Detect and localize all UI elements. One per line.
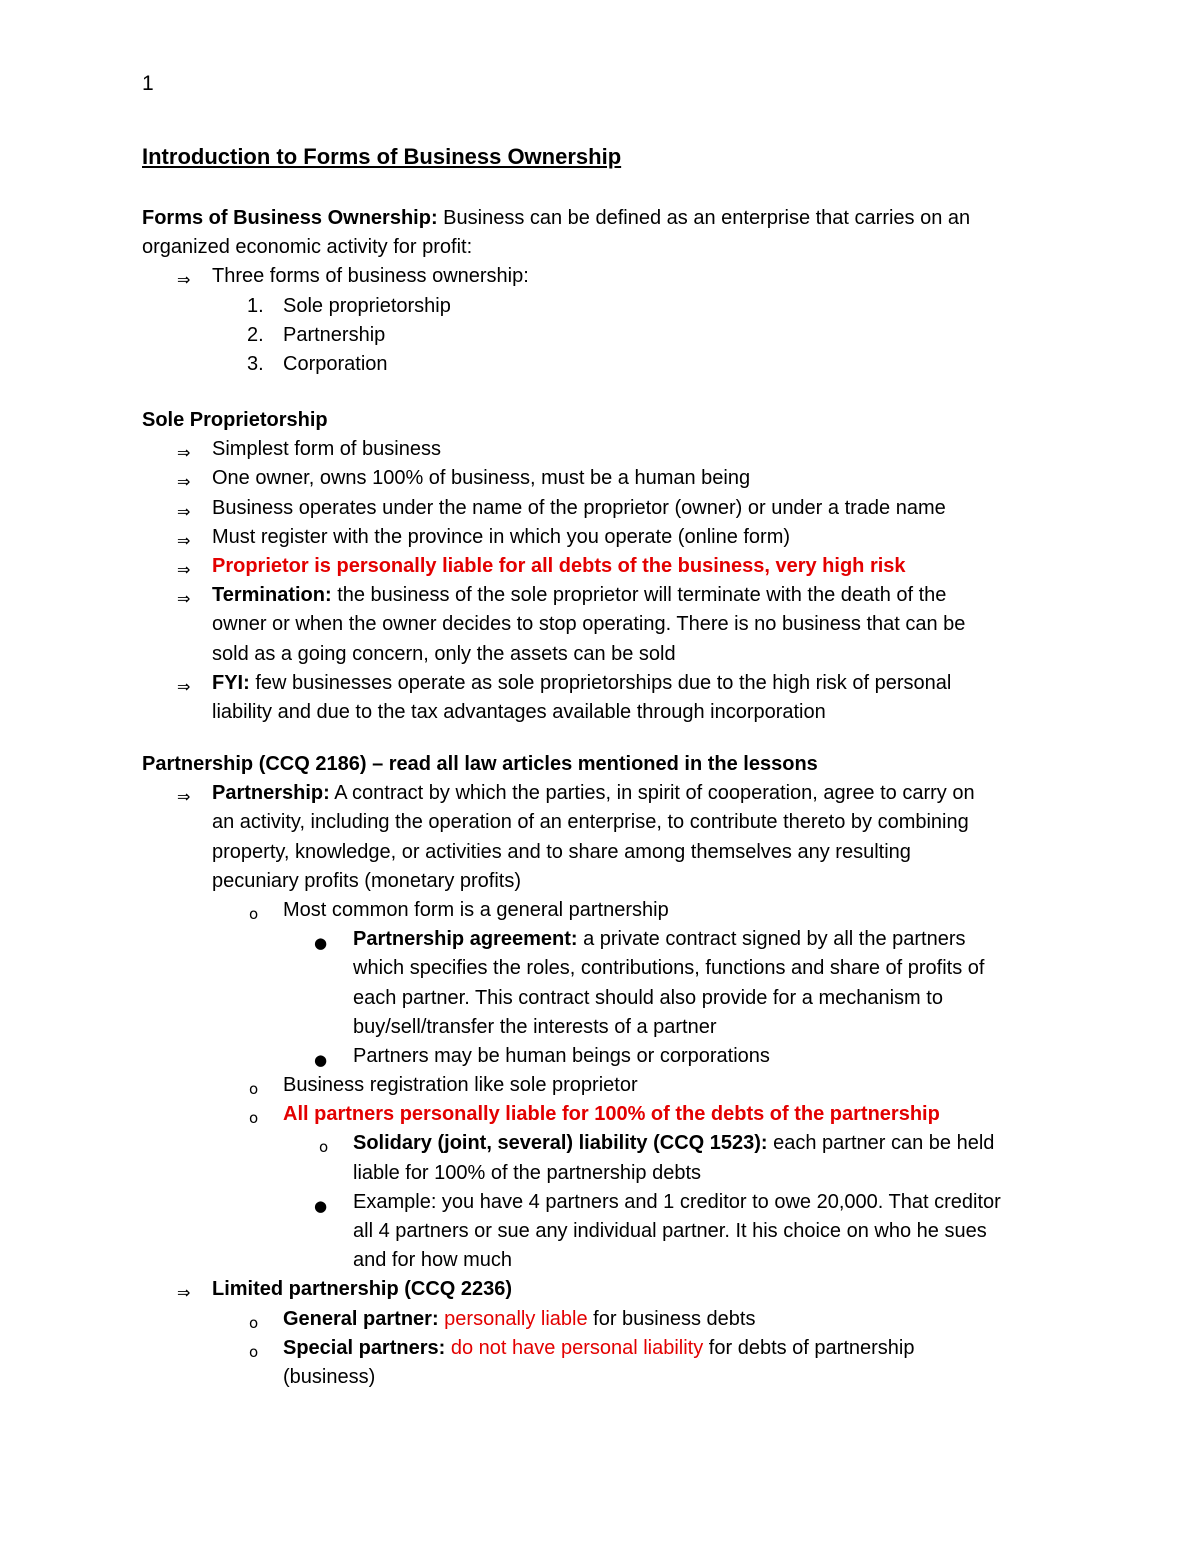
bullet-text: Business registration like sole proprietor — [283, 1074, 638, 1097]
bullet-text-warning: Proprietor is personally liable for all debts of the business, very high risk — [212, 554, 906, 577]
bullet-text: Business operates under the name of the proprietor (owner) or under a trade name — [212, 496, 946, 519]
circle-bullet-icon: o — [249, 1109, 259, 1128]
arrow-icon: ⇒ — [177, 270, 191, 290]
bullet-text: for business debts — [587, 1307, 756, 1330]
list-item — [0, 1129, 1200, 1158]
intro-section — [0, 204, 1200, 379]
bullet-text: buy/sell/transfer the interests of a partner — [353, 1015, 717, 1038]
list-number: 3. — [247, 352, 264, 375]
intro-line-2 — [0, 233, 1200, 262]
list-item-continued — [0, 610, 1200, 639]
bullet-text: sold as a going concern, only the assets can be sold — [212, 642, 676, 665]
sole-heading: Sole Proprietorship — [142, 409, 328, 431]
list-item — [0, 435, 1200, 464]
liability-highlight: personally liable — [438, 1307, 588, 1330]
list-item — [0, 581, 1200, 610]
special-partners-label: Special partners: — [283, 1336, 446, 1359]
intro-text-2: organized economic activity for profit: — [142, 236, 473, 259]
list-item — [0, 494, 1200, 523]
bullet-text: each partner can be held — [767, 1132, 995, 1155]
arrow-icon: ⇒ — [177, 676, 191, 696]
list-number: 1. — [247, 294, 264, 317]
list-item — [0, 669, 1200, 698]
bullet-text: which specifies the roles, contributions, functions and share of profits of — [353, 957, 985, 980]
bullet-text: few businesses operate as sole proprietorships due to the high risk of personal — [249, 671, 952, 694]
arrow-icon: ⇒ — [177, 559, 191, 579]
partnership-label: Partnership: — [212, 782, 330, 805]
list-item-continued — [0, 808, 1200, 837]
list-text: Partnership — [283, 323, 386, 346]
document-title: Introduction to Forms of Business Ownership — [142, 144, 622, 169]
list-item-continued — [0, 1363, 1200, 1392]
circle-bullet-icon: o — [249, 1342, 259, 1361]
list-item-continued — [0, 867, 1200, 896]
list-text: Corporation — [283, 352, 388, 375]
dot-bullet-icon: ● — [314, 1050, 328, 1069]
termination-label: Termination: — [212, 584, 332, 607]
list-item — [0, 292, 1200, 321]
list-item-continued — [0, 1246, 1200, 1275]
list-item — [0, 552, 1200, 581]
list-number: 2. — [247, 323, 264, 346]
circle-bullet-icon: o — [319, 1138, 329, 1157]
list-item-continued — [0, 1217, 1200, 1246]
page-number: 1 — [142, 72, 154, 95]
bullet-text: Simplest form of business — [212, 438, 441, 461]
intro-line-1 — [0, 204, 1200, 233]
intro-bullet: Three forms of business ownership: — [212, 265, 529, 288]
bullet-text: an activity, including the operation of an enterprise, to contribute thereto by combining — [212, 811, 969, 834]
bullet-text: each partner. This contract should also provide for a mechanism to — [353, 986, 943, 1009]
partnership-section — [0, 750, 1200, 1392]
bullet-text: (business) — [283, 1365, 376, 1388]
intro-heading: Forms of Business Ownership: — [142, 207, 438, 229]
bullet-text: pecuniary profits (monetary profits) — [212, 869, 522, 892]
bullet-text: for debts of partnership — [703, 1336, 915, 1359]
agreement-label: Partnership agreement: — [353, 928, 578, 951]
dot-bullet-icon: ● — [314, 1196, 328, 1215]
intro-text: Business can be defined as an enterprise that carries on an — [437, 207, 971, 229]
list-item — [0, 1334, 1200, 1363]
list-item-continued — [0, 640, 1200, 669]
bullet-text: all 4 partners or sue any individual partner. It his choice on who he sues — [353, 1220, 987, 1242]
arrow-icon: ⇒ — [177, 443, 191, 463]
list-item — [0, 1275, 1200, 1304]
list-item-continued — [0, 1159, 1200, 1188]
fyi-label: FYI: — [212, 671, 250, 694]
circle-bullet-icon: o — [249, 1313, 259, 1332]
list-item-continued — [0, 954, 1200, 983]
list-item — [0, 262, 1200, 291]
section-heading — [0, 406, 1200, 435]
sole-section — [0, 406, 1200, 727]
list-item — [0, 779, 1200, 808]
circle-bullet-icon: o — [249, 1080, 259, 1099]
arrow-icon: ⇒ — [177, 472, 191, 492]
arrow-icon: ⇒ — [177, 1283, 191, 1303]
list-item — [0, 464, 1200, 493]
liability-highlight: do not have personal liability — [445, 1336, 704, 1359]
section-heading — [0, 750, 1200, 779]
bullet-text: A contract by which the parties, in spirit of cooperation, agree to carry on — [329, 782, 975, 805]
list-item — [0, 1188, 1200, 1217]
bullet-text: Most common form is a general partnership — [283, 898, 669, 921]
list-item — [0, 523, 1200, 552]
general-partner-label: General partner: — [283, 1307, 439, 1330]
bullet-text: Must register with the province in which you operate (online form) — [212, 525, 791, 548]
bullet-text: liable for 100% of the partnership debts — [353, 1161, 701, 1184]
list-item-continued — [0, 838, 1200, 867]
bullet-text: a private contract signed by all the partners — [577, 928, 966, 951]
arrow-icon: ⇒ — [177, 589, 191, 609]
list-item — [0, 1305, 1200, 1334]
list-item — [0, 350, 1200, 379]
list-item-continued — [0, 1013, 1200, 1042]
bullet-text: Example: you have 4 partners and 1 creditor to owe 20,000. That creditor — [353, 1190, 1001, 1213]
list-item-continued — [0, 984, 1200, 1013]
bullet-text: Partners may be human beings or corporations — [353, 1044, 770, 1067]
bullet-text: owner or when the owner decides to stop operating. There is no business that can be — [212, 613, 966, 636]
bullet-text: liability and due to the tax advantages available through incorporation — [212, 700, 826, 723]
list-item — [0, 896, 1200, 925]
bullet-text: property, knowledge, or activities and to share among themselves any resulting — [212, 840, 911, 863]
partnership-heading: Partnership (CCQ 2186) – read all law articles mentioned in the lessons — [142, 753, 818, 775]
dot-bullet-icon: ● — [314, 934, 328, 953]
list-item — [0, 321, 1200, 350]
list-item — [0, 1071, 1200, 1100]
circle-bullet-icon: o — [249, 904, 259, 923]
list-item — [0, 1100, 1200, 1129]
arrow-icon: ⇒ — [177, 501, 191, 521]
bullet-text: and for how much — [353, 1249, 512, 1272]
list-item-continued — [0, 698, 1200, 727]
bullet-text-warning: All partners personally liable for 100% of the debts of the partnership — [283, 1103, 940, 1126]
bullet-text: One owner, owns 100% of business, must be a human being — [212, 467, 751, 490]
arrow-icon: ⇒ — [177, 530, 191, 550]
solidary-label: Solidary (joint, several) liability (CCQ 1523): — [353, 1132, 768, 1155]
arrow-icon: ⇒ — [177, 787, 191, 807]
list-item — [0, 1042, 1200, 1071]
bullet-text: Limited partnership (CCQ 2236) — [212, 1278, 513, 1301]
list-text: Sole proprietorship — [283, 294, 451, 317]
bullet-text: the business of the sole proprietor will terminate with the death of the — [331, 584, 947, 607]
list-item — [0, 925, 1200, 954]
